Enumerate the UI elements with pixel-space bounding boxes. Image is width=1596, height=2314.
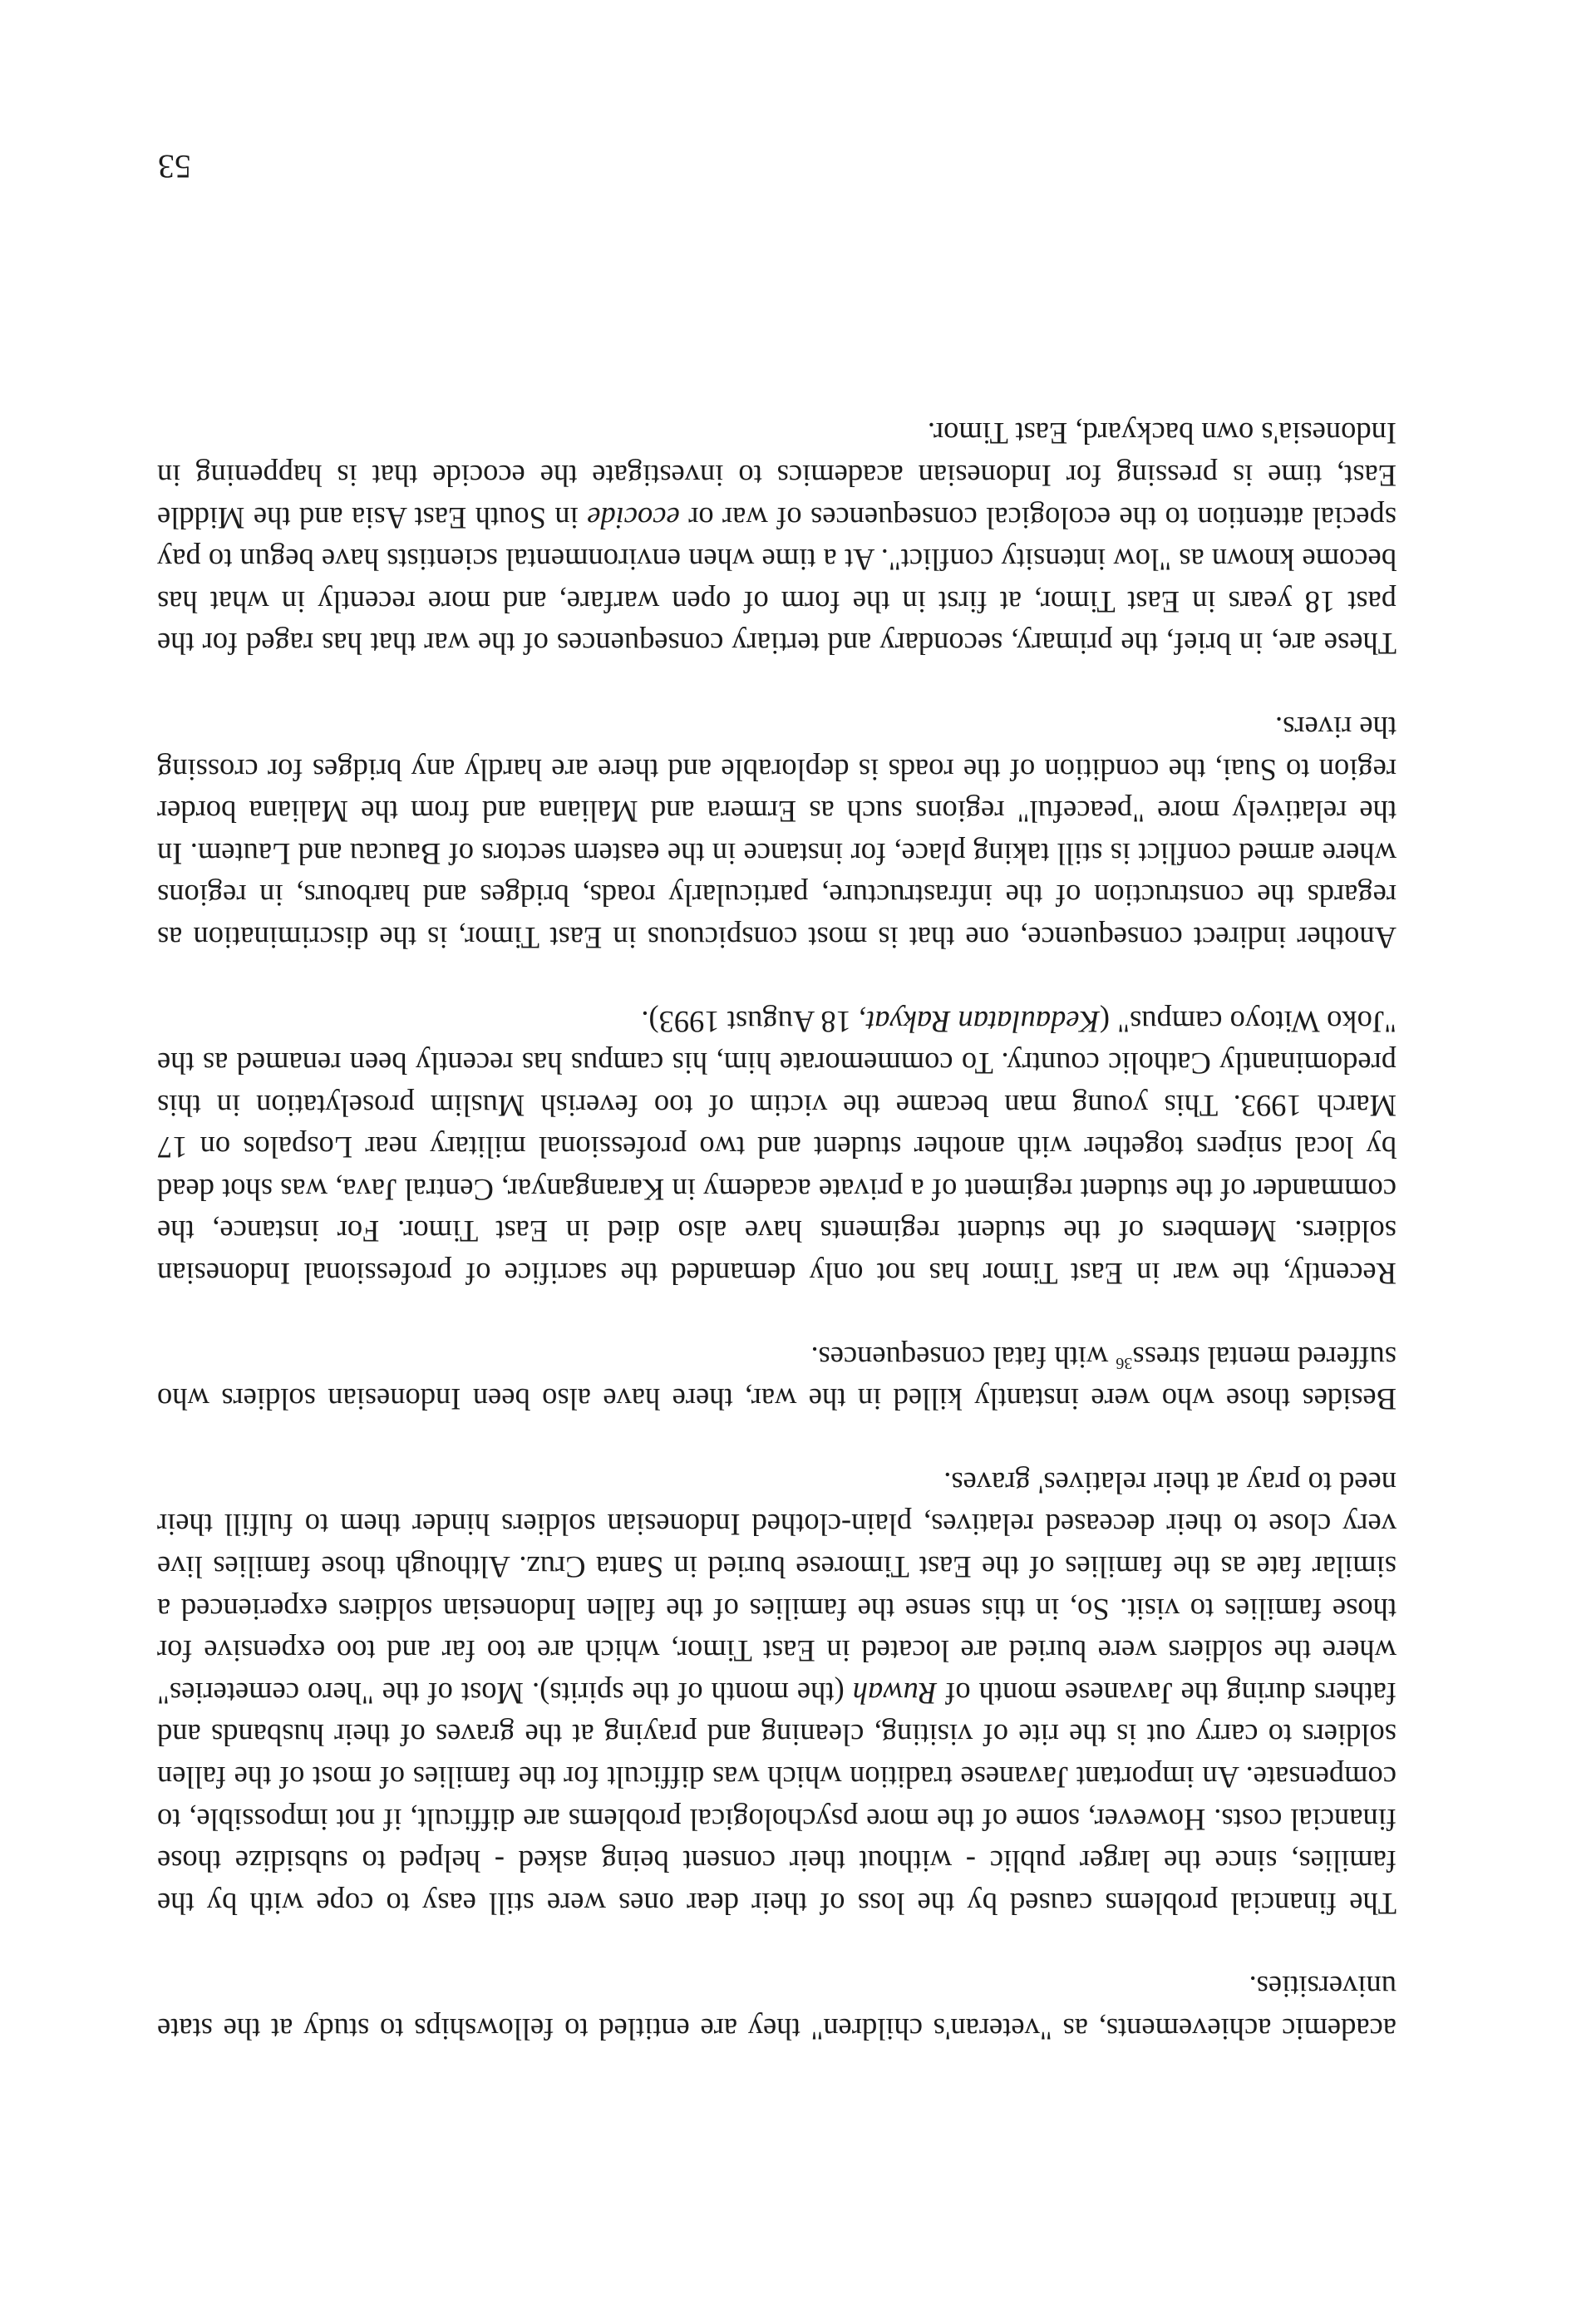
text-segment: Besides those who were instantly killed in the war, there have also been Indonesian soldiers who suffered mental stress [157, 1340, 1396, 1417]
text-segment: academic achievements, as "veteran's children" they are entitled to fellowships to study at the state universities. [157, 1970, 1396, 2046]
text-segment: These are, in brief, the primary, secondary and tertiary consequences of the war that has raged for the past 18 years in East Timor, at first in the form of open warfare, and more recently in what has become known as "low intensity conflict". At a time when environmental scientists have begun to pay special attention to the ecological consequences of war or [157, 500, 1396, 662]
paragraph-student-regiments [157, 1000, 1396, 1294]
paragraph-infrastructure [157, 706, 1396, 958]
italic-term-ecocide: ecocide [587, 500, 680, 535]
text-segment: Another indirect consequence, one that is most conspicuous in East Timor, is the discrimination as regards the construction of the infrastructure, particularly roads, bridges and harbours, in regions where armed conflict is still taking place, for instance in the eastern sectors of Baucau and Lautem. In the relatively more "peaceful" regions such as Ermera and Maliana and from the Maliana border region to Suai, the condition of the roads is deplorable and there are hardly any bridges for crossing the rivers. [157, 710, 1396, 955]
paragraph-mental-stress [157, 1336, 1396, 1420]
text-segment: in South East Asia and the Middle East, time is pressing for Indonesian academics to investigate the ecocide that is happening in Indonesia's own backyard, East Timor. [157, 416, 1396, 535]
italic-source-kedaulatan-rakyat: Kedaulatan Rakyat, [858, 1004, 1100, 1039]
paragraph-continuation [157, 1966, 1396, 2050]
text-segment: (the month of the spirits). Most of the "hero cemeteries" where the soldiers were buried are located in East Timor, which are too far and too expensive for those families to visit. So, in this sense the families of the fallen Indonesian soldiers experienced a similar fate as the families of the East Timorese buried in Santa Cruz. Although those families live very close to their deceased relatives, plain-clothed Indonesian soldiers hinder them to fulfill their need to pray at their relatives' graves. [157, 1465, 1396, 1711]
paragraph-financial-problems [157, 1461, 1396, 1924]
text-segment: with fatal consequences. [810, 1340, 1116, 1375]
footnote-marker-36: 36 [1116, 1353, 1133, 1372]
text-segment: The financial problems caused by the loss of their dear ones were still easy to cope with by the families, since the larger public - without their consent being asked - helped to subsidize those financial costs. However, some of the more psychological problems are difficult, if not impossible, to compensate. An important Javanese tradition which was difficult for the families of most of the fallen soldiers to carry out is the rite of visiting, cleaning and praying at the graves of their husbands and fathers during the Javanese month of [157, 1676, 1396, 1921]
paragraph-summary [157, 412, 1396, 665]
text-segment: Recently, the war in East Timor has not only demanded the sacrifice of professional Indonesian soldiers. Members of the student regiments have also died in East Timor. For instance, the commander of the student regiment of a private academy in Karanganyar, Central Java, was shot dead by local snipers together with another student and two professional military near Lospalos on 17 March 1993. This young man became the victim of too feverish Muslim proselytation in this predominantly Catholic country. To commemorate him, his campus has recently been renamed as the "Joko Witoyo campus" ( [157, 1004, 1396, 1292]
page-number: 53 [158, 148, 191, 185]
italic-term-ruwah: Ruwah [852, 1676, 938, 1711]
text-segment: 18 August 1993). [641, 1004, 859, 1039]
body-text [157, 371, 1396, 2050]
